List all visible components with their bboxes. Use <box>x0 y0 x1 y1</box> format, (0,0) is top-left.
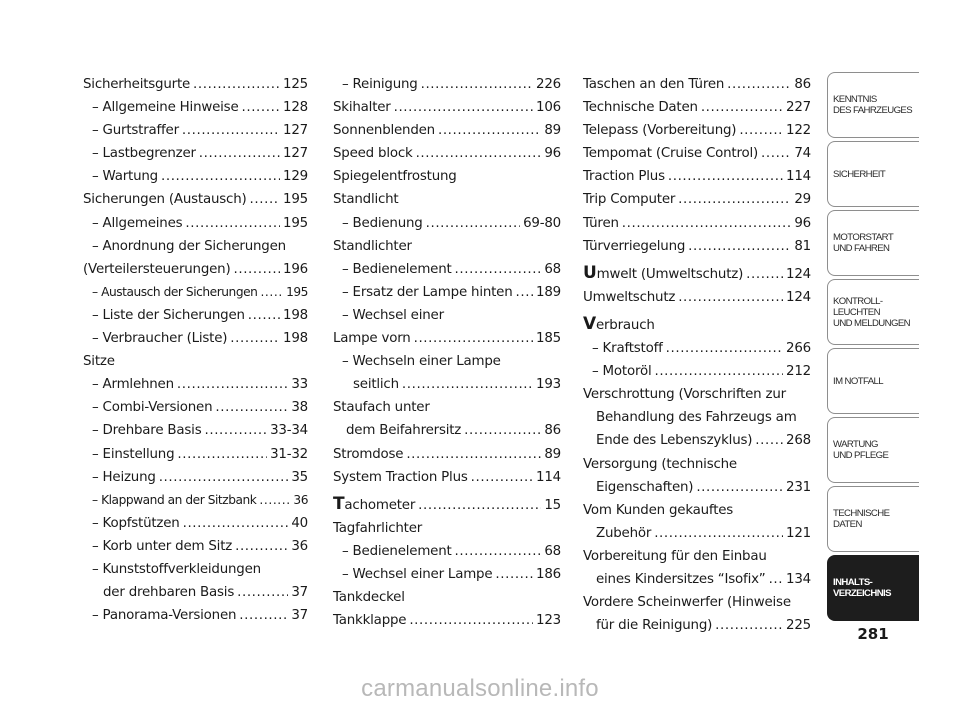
page-reference: 37 <box>291 608 308 624</box>
entry-title: Vom Kunden gekauftes <box>583 502 734 518</box>
entry-title: seitlich <box>353 377 399 393</box>
entry-title: Traction Plus <box>583 169 665 185</box>
page-reference: 36 <box>291 538 308 554</box>
page-reference: 124 <box>786 266 811 282</box>
page-reference: 38 <box>291 400 308 416</box>
leader-dots <box>161 165 280 188</box>
index-entry <box>583 165 811 188</box>
index-entry <box>83 396 308 419</box>
index-entry <box>83 304 308 327</box>
leader-dots <box>248 304 280 327</box>
index-entry <box>333 396 561 419</box>
entry-title: – Kraftstoff <box>592 341 663 357</box>
entry-title: – Allgemeines <box>92 215 183 231</box>
chapter-tab[interactable]: WARTUNG UND PFLEGE <box>827 417 919 483</box>
chapter-tab[interactable]: INHALTS- VERZEICHNIS <box>827 555 919 621</box>
index-entry <box>83 373 308 396</box>
page-reference: 89 <box>544 123 561 139</box>
index-entry <box>83 419 308 442</box>
chapter-tab[interactable]: MOTORSTART UND FAHREN <box>827 210 919 276</box>
entry-title: Tankklappe <box>333 613 407 629</box>
leader-dots <box>402 373 533 396</box>
index-entry <box>583 499 811 522</box>
entry-title: – Liste der Sicherungen <box>92 307 245 323</box>
index-entry <box>583 96 811 119</box>
index-entry <box>333 563 561 586</box>
chapter-tab[interactable]: IM NOTFALL <box>827 348 919 414</box>
entry-title: – Ersatz der Lampe hinten <box>342 284 513 300</box>
leader-dots <box>438 119 541 142</box>
entry-title: – Bedienelement <box>342 261 452 277</box>
entry-title: Skihalter <box>333 100 391 116</box>
index-entry <box>583 212 811 235</box>
index-entry <box>83 489 308 512</box>
page-reference: 196 <box>283 261 308 277</box>
entry-title: Behandlung des Fahrzeugs am <box>596 410 797 426</box>
index-entry <box>83 327 308 350</box>
page-reference: 35 <box>291 469 308 485</box>
index-entry <box>333 493 561 517</box>
page-reference: 185 <box>536 331 561 347</box>
leader-dots <box>199 142 280 165</box>
page-reference: 198 <box>283 307 308 323</box>
page-reference: 189 <box>536 284 561 300</box>
page-number: 281 <box>857 625 889 643</box>
entry-title: Lampe vorn <box>333 331 411 347</box>
entry-title: Technische Daten <box>583 100 698 116</box>
entry-title: Verbrauch <box>583 313 655 334</box>
leader-dots <box>235 535 288 558</box>
entry-title: Eigenschaften) <box>596 479 694 495</box>
entry-title: Standlicht <box>333 192 399 208</box>
page-reference: 186 <box>536 566 561 582</box>
index-entry <box>583 73 811 96</box>
index-entry <box>333 142 561 165</box>
entry-title: Tagfahrlichter <box>333 520 423 536</box>
entry-title: Telepass (Vorbereitung) <box>583 123 737 139</box>
index-entry <box>583 383 811 406</box>
page-reference: 231 <box>786 479 811 495</box>
page-reference: 268 <box>786 433 811 449</box>
page-reference: 74 <box>794 146 811 162</box>
leader-dots <box>260 281 283 304</box>
entry-title: – Kopfstützen <box>92 515 180 531</box>
entry-title: Versorgung (technische <box>583 456 737 472</box>
chapter-tab[interactable]: KENNTNIS DES FAHRZEUGES <box>827 72 919 138</box>
page-reference: 15 <box>544 497 561 513</box>
leader-dots <box>237 581 288 604</box>
leader-dots <box>259 489 290 512</box>
page-reference: 36 <box>293 492 308 507</box>
leader-dots <box>678 188 791 211</box>
entry-title: – Heizung <box>92 469 156 485</box>
entry-title: – Klappwand an der Sitzbank <box>92 492 257 507</box>
entry-title: Sicherungen (Austausch) <box>83 192 247 208</box>
index-entry <box>333 419 561 442</box>
entry-title: – Drehbare Basis <box>92 423 202 439</box>
index-entry <box>583 476 811 499</box>
entry-title: Trip Computer <box>583 192 676 208</box>
index-entry <box>333 327 561 350</box>
entry-title: – Armlehnen <box>92 377 174 393</box>
index-entry <box>83 466 308 489</box>
index-entry <box>583 545 811 568</box>
index-entry <box>583 337 811 360</box>
index-entry <box>583 406 811 429</box>
entry-title: Vordere Scheinwerfer (Hinweise <box>583 595 791 611</box>
entry-title: – Combi-Versionen <box>92 400 213 416</box>
leader-dots <box>177 443 267 466</box>
page-reference: 114 <box>536 469 561 485</box>
page-reference: 33-34 <box>270 423 308 439</box>
index-entry <box>333 466 561 489</box>
leader-dots <box>418 494 541 517</box>
index-entry <box>83 581 308 604</box>
leader-dots <box>204 419 267 442</box>
entry-title: – Bedienelement <box>342 543 452 559</box>
chapter-sidebar <box>827 72 919 624</box>
entry-title: Sicherheitsgurte <box>83 77 191 92</box>
page-reference: 37 <box>291 585 308 601</box>
index-entry <box>83 512 308 535</box>
index-entry <box>83 535 308 558</box>
leader-dots <box>406 443 541 466</box>
page-reference: 128 <box>283 100 308 116</box>
page-reference: 227 <box>786 100 811 116</box>
index-entry <box>583 360 811 383</box>
page-reference: 195 <box>283 192 308 208</box>
leader-dots <box>239 604 288 627</box>
page-reference: 134 <box>786 571 811 587</box>
leader-dots <box>233 258 280 281</box>
entry-title: – Reinigung <box>342 77 418 92</box>
chapter-tab[interactable]: TECHNISCHE DATEN <box>827 486 919 552</box>
index-entry <box>333 119 561 142</box>
leader-dots <box>414 327 533 350</box>
entry-title: – Motoröl <box>592 364 652 380</box>
index-entry <box>83 281 308 304</box>
leader-dots <box>739 119 783 142</box>
entry-title: für die Reinigung) <box>596 618 713 634</box>
leader-dots <box>193 73 280 96</box>
entry-title: – Anordnung der Sicherungen <box>92 238 286 254</box>
index-entry <box>583 313 811 337</box>
index-entry <box>583 119 811 142</box>
leader-dots <box>654 360 783 383</box>
index-entry <box>583 429 811 452</box>
entry-title: – Lastbegrenzer <box>92 146 196 162</box>
leader-dots <box>182 119 280 142</box>
leader-dots <box>761 142 791 165</box>
index-entry <box>83 558 308 581</box>
leader-dots <box>394 96 533 119</box>
leader-dots <box>421 73 533 96</box>
index-column-2 <box>333 73 561 632</box>
entry-title: – Wechsel einer Lampe <box>342 566 493 582</box>
leader-dots <box>471 466 533 489</box>
page-reference: 29 <box>794 192 811 208</box>
page-reference: 86 <box>544 423 561 439</box>
index-entry <box>583 453 811 476</box>
index-entry <box>333 212 561 235</box>
leader-dots <box>241 96 280 119</box>
entry-title: (Verteilersteuerungen) <box>83 261 231 277</box>
page-reference: 193 <box>536 377 561 393</box>
leader-dots <box>495 563 533 586</box>
leader-dots <box>696 476 783 499</box>
index-entry <box>583 262 811 286</box>
page-reference: 114 <box>786 169 811 185</box>
entry-title: Staufach unter <box>333 400 430 416</box>
index-entry <box>83 235 308 258</box>
page-reference: 96 <box>794 215 811 231</box>
entry-title: – Korb unter dem Sitz <box>92 538 233 554</box>
entry-title: Standlichter <box>333 238 412 254</box>
entry-title: Tempomat (Cruise Control) <box>583 146 759 162</box>
index-column-1 <box>83 73 308 627</box>
page-reference: 33 <box>291 377 308 393</box>
index-entry <box>583 568 811 591</box>
index-entry <box>333 188 561 211</box>
index-entry <box>83 443 308 466</box>
index-entry <box>83 142 308 165</box>
page-reference: 123 <box>536 613 561 629</box>
page-reference: 81 <box>794 238 811 254</box>
page-reference: 40 <box>291 515 308 531</box>
entry-title: Türverriegelung <box>583 238 686 254</box>
leader-dots <box>727 73 791 96</box>
entry-title: Vorbereitung für den Einbau <box>583 548 767 564</box>
entry-title: Taschen an den Türen <box>583 77 725 92</box>
entry-title: Umwelt (Umweltschutz) <box>583 262 744 283</box>
entry-title: Tankdeckel <box>333 590 405 606</box>
index-entry <box>333 540 561 563</box>
leader-dots <box>159 466 289 489</box>
entry-title: Türen <box>583 215 619 231</box>
index-entry <box>333 165 561 188</box>
page-reference: 127 <box>283 146 308 162</box>
entry-title: – Wechseln einer Lampe <box>342 354 501 370</box>
page-reference: 212 <box>786 364 811 380</box>
page-reference: 124 <box>786 289 811 305</box>
index-entry <box>83 188 308 211</box>
index-column-3 <box>583 73 811 637</box>
index-entry <box>583 591 811 614</box>
entry-title: Tachometer <box>333 493 416 514</box>
entry-title: – Bedienung <box>342 215 423 231</box>
page-reference: 68 <box>544 543 561 559</box>
page-reference: 31-32 <box>270 446 308 462</box>
entry-title: Umweltschutz <box>583 289 676 305</box>
entry-title: Spiegelentfrostung <box>333 169 457 185</box>
chapter-tab[interactable]: SICHERHEIT <box>827 141 919 207</box>
index-entry <box>333 258 561 281</box>
leader-dots <box>230 327 280 350</box>
index-entry <box>583 188 811 211</box>
leader-dots <box>666 337 783 360</box>
page-reference: 68 <box>544 261 561 277</box>
leader-dots <box>185 212 280 235</box>
page-reference: 106 <box>536 100 561 116</box>
page-reference: 266 <box>786 341 811 357</box>
leader-dots <box>409 609 533 632</box>
entry-title: – Gurtstraffer <box>92 123 179 139</box>
leader-dots <box>622 212 792 235</box>
entry-title: – Wartung <box>92 169 158 185</box>
page-reference: 198 <box>283 331 308 347</box>
index-entry <box>83 96 308 119</box>
entry-title: Zubehör <box>596 525 652 541</box>
index-entry <box>333 373 561 396</box>
entry-title: – Allgemeine Hinweise <box>92 100 239 116</box>
page-reference: 225 <box>786 618 811 634</box>
leader-dots <box>755 429 783 452</box>
leader-dots <box>464 419 541 442</box>
index-entry <box>333 235 561 258</box>
entry-title: Sonnenblenden <box>333 123 435 139</box>
watermark: carmanualsonline.info <box>361 675 599 702</box>
leader-dots <box>455 258 542 281</box>
entry-title: Sitze <box>83 354 115 370</box>
page-reference: 195 <box>283 215 308 231</box>
leader-dots <box>426 212 520 235</box>
page-reference: 89 <box>544 446 561 462</box>
entry-title: der drehbaren Basis <box>103 585 235 601</box>
entry-title: dem Beifahrersitz <box>346 423 462 439</box>
index-entry <box>583 286 811 309</box>
entry-title: – Einstellung <box>92 446 175 462</box>
leader-dots <box>654 522 783 545</box>
page-reference: 125 <box>283 77 308 92</box>
index-entry <box>333 609 561 632</box>
index-entry <box>333 96 561 119</box>
entry-title: – Verbraucher (Liste) <box>92 331 228 347</box>
page-reference: 121 <box>786 525 811 541</box>
index-entry <box>83 604 308 627</box>
page-reference: 122 <box>786 123 811 139</box>
leader-dots <box>416 142 542 165</box>
leader-dots <box>769 568 783 591</box>
index-entry <box>83 212 308 235</box>
leader-dots <box>746 263 783 286</box>
entry-title: System Traction Plus <box>333 469 468 485</box>
entry-title: – Wechsel einer <box>342 307 444 323</box>
chapter-tab[interactable]: KONTROLL- LEUCHTEN UND MELDUNGEN <box>827 279 919 345</box>
index-entry <box>83 73 308 96</box>
leader-dots <box>715 614 783 637</box>
index-entry <box>583 522 811 545</box>
page-reference: 69-80 <box>523 215 561 231</box>
leader-dots <box>177 373 288 396</box>
page-reference: 129 <box>283 169 308 185</box>
page-reference: 127 <box>283 123 308 139</box>
leader-dots <box>516 281 534 304</box>
page-reference: 226 <box>536 77 561 92</box>
index-entry <box>333 73 561 96</box>
page-reference: 195 <box>286 284 308 299</box>
leader-dots <box>678 286 783 309</box>
page-reference: 86 <box>794 77 811 92</box>
index-entry <box>333 443 561 466</box>
leader-dots <box>250 188 281 211</box>
entry-title: Ende des Lebenszyklus) <box>596 433 753 449</box>
index-entry <box>333 281 561 304</box>
index-entry <box>583 614 811 637</box>
entry-title: eines Kindersitzes “Isofix” <box>596 571 766 587</box>
index-entry <box>333 517 561 540</box>
entry-title: Speed block <box>333 146 413 162</box>
index-entry <box>83 350 308 373</box>
leader-dots <box>668 165 783 188</box>
entry-title: – Austausch der Sicherungen <box>92 284 258 299</box>
entry-title: Stromdose <box>333 446 404 462</box>
leader-dots <box>688 235 791 258</box>
leader-dots <box>455 540 542 563</box>
leader-dots <box>215 396 288 419</box>
entry-title: Verschrottung (Vorschriften zur <box>583 387 786 403</box>
index-entry <box>583 235 811 258</box>
index-entry <box>83 165 308 188</box>
index-entry <box>333 304 561 327</box>
index-entry <box>83 258 308 281</box>
page-reference: 96 <box>544 146 561 162</box>
leader-dots <box>701 96 783 119</box>
index-entry <box>583 142 811 165</box>
entry-title: – Panorama-Versionen <box>92 608 237 624</box>
leader-dots <box>183 512 289 535</box>
index-entry <box>333 586 561 609</box>
entry-title: – Kunststoffverkleidungen <box>92 561 261 577</box>
index-entry <box>83 119 308 142</box>
index-entry <box>333 350 561 373</box>
